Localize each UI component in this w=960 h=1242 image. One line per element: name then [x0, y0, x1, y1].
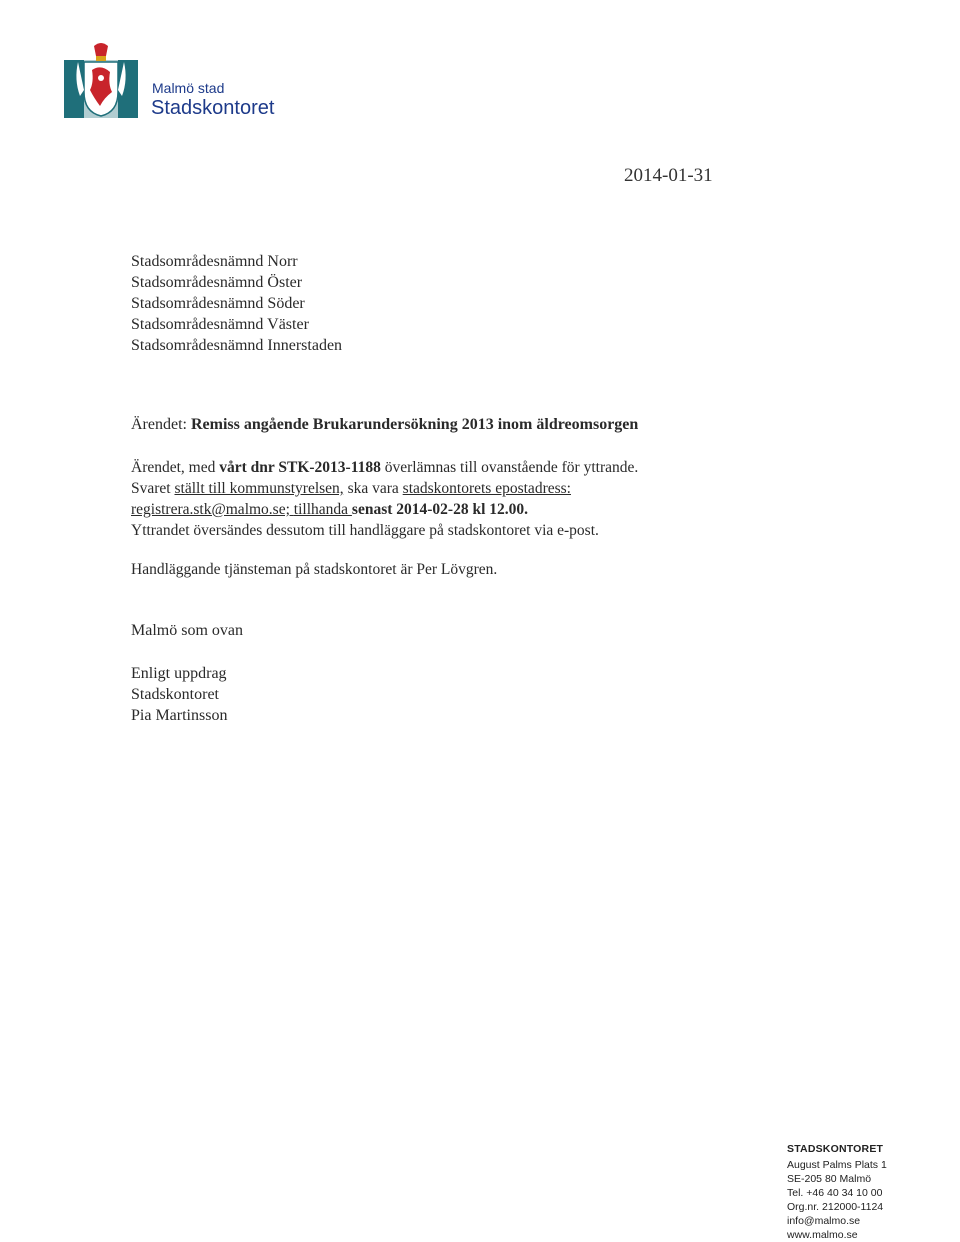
- body-paragraph: [131, 457, 851, 541]
- footer-org-number: Org.nr. 212000-1124: [787, 1201, 884, 1213]
- footer-phone: Tel. +46 40 34 10 00: [787, 1187, 883, 1199]
- malmo-coat-of-arms-logo: [64, 40, 138, 118]
- department-name: Stadskontoret: [151, 97, 275, 119]
- recipient-item: Stadsområdesnämnd Väster: [131, 316, 309, 333]
- recipient-item: Stadsområdesnämnd Söder: [131, 295, 305, 312]
- footer-address: August Palms Plats 1: [787, 1159, 887, 1171]
- signature-block: [131, 663, 227, 726]
- email-address-label: stadskontorets epostadress:: [402, 480, 571, 497]
- subject-label: Ärendet:: [131, 416, 191, 433]
- case-number: vårt dnr STK-2013-1188: [219, 459, 381, 476]
- footer-postal: SE-205 80 Malmö: [787, 1173, 872, 1185]
- body-text: överlämnas till ovanstående för yttrande.: [380, 459, 639, 476]
- subject-text: Remiss angående Brukarundersökning 2013 inom äldreomsorgen: [190, 416, 639, 433]
- place-line: Malmö som ovan: [131, 622, 243, 639]
- recipient-item: Stadsområdesnämnd Norr: [131, 253, 298, 270]
- body-text: Yttrandet översändes dessutom till handläggare på stadskontoret via e-post.: [131, 522, 599, 539]
- body-text: Ärendet, med: [131, 459, 220, 476]
- recipient-item: Stadsområdesnämnd Innerstaden: [131, 337, 343, 354]
- deadline: senast 2014-02-28 kl 12.00.: [351, 501, 529, 518]
- body-text: Svaret: [131, 480, 175, 497]
- footer-contact: [787, 1142, 887, 1242]
- footer-email[interactable]: info@malmo.se: [787, 1215, 861, 1227]
- subject-line: [131, 416, 638, 434]
- footer-title: STADSKONTORET: [787, 1143, 884, 1155]
- signature-line: Stadskontoret: [131, 686, 219, 703]
- body-text: ska vara: [343, 480, 403, 497]
- recipient-note: ställt till kommunstyrelsen,: [174, 480, 344, 497]
- handler-info: Handläggande tjänsteman på stadskontoret är Per Lövgren.: [131, 561, 498, 578]
- footer-website[interactable]: www.malmo.se: [787, 1229, 858, 1241]
- email-link[interactable]: registrera.stk@malmo.se;: [131, 501, 294, 518]
- document-date: 2014-01-31: [624, 165, 713, 186]
- recipient-item: Stadsområdesnämnd Öster: [131, 274, 303, 291]
- signatory-name: Pia Martinsson: [131, 707, 228, 724]
- body-text: tillhanda: [293, 501, 352, 518]
- signature-line: Enligt uppdrag: [131, 665, 227, 682]
- organization-name: Malmö stad: [152, 80, 225, 96]
- recipient-list: [131, 251, 342, 356]
